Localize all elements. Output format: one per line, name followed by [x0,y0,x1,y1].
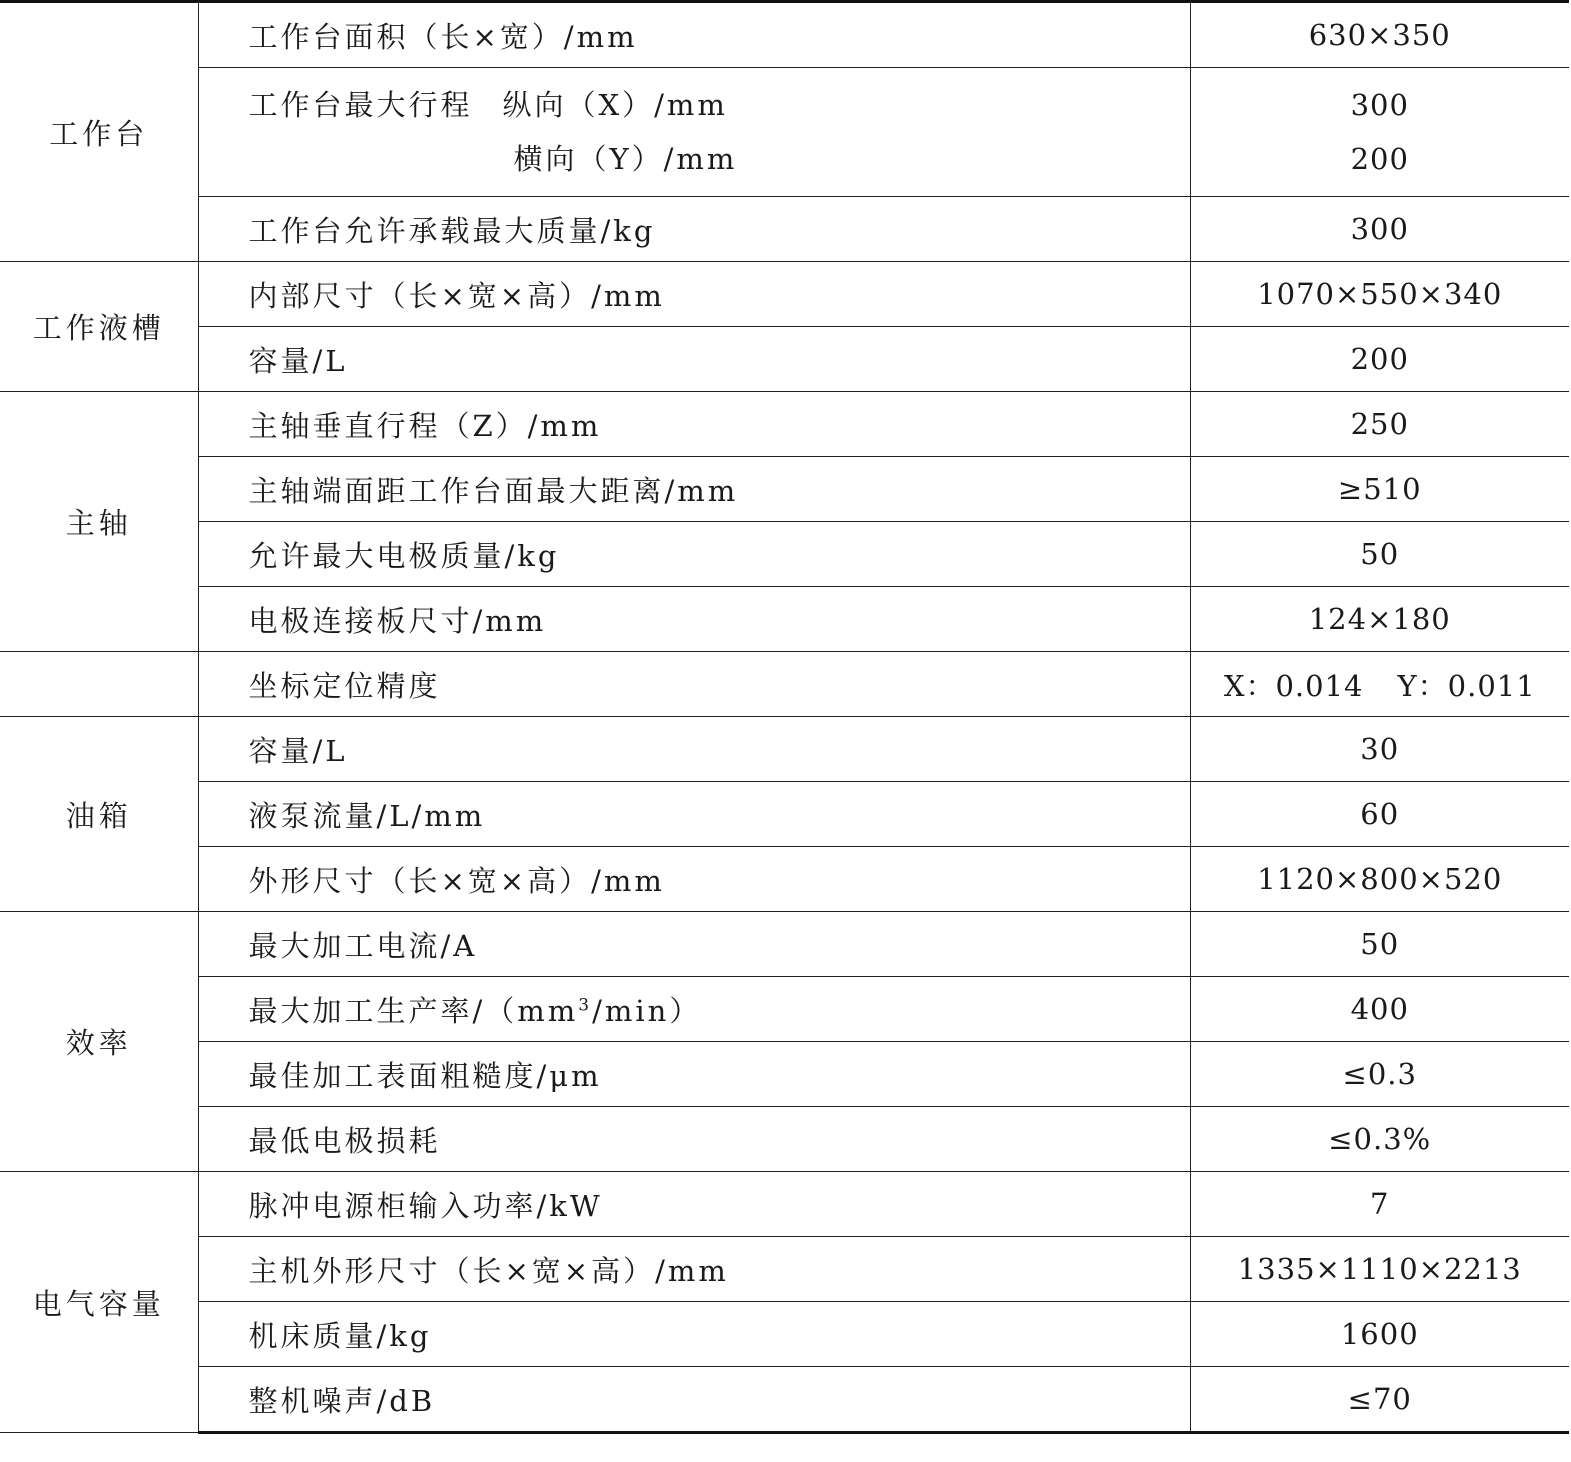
parameter-text: /min） [592,993,702,1028]
table-row [0,1367,1569,1433]
parameter-cell: 最低电极损耗 [198,1107,1190,1172]
parameter-cell: 容量/L [198,327,1190,392]
table-row [0,262,1569,327]
value-cell: ≥510 [1190,457,1569,522]
parameter-line: 横向（Y）/mm [513,142,738,176]
parameter-cell: 主机外形尺寸（长×宽×高）/mm [198,1237,1190,1302]
parameter-text: 工作台最大行程 [248,88,473,122]
parameter-cell: 工作台面积（长×宽）/mm [198,2,1190,68]
parameter-cell: 坐标定位精度 [198,652,1190,717]
value-cell: 60 [1190,782,1569,847]
parameter-cell [198,68,1190,197]
value-cell: 400 [1190,977,1569,1042]
value-cell: ≤0.3 [1190,1042,1569,1107]
value-cell: 300 [1190,197,1569,262]
parameter-cell: 工作台允许承载最大质量/kg [198,197,1190,262]
parameter-cell: 容量/L [198,717,1190,782]
category-cell: 油箱 [0,717,198,912]
value-cell: 250 [1190,392,1569,457]
value-cell [1190,652,1569,717]
parameter-text: 最大加工生产率/（mm [248,993,579,1028]
category-cell [0,652,198,717]
table-row [0,457,1569,522]
table-row [0,847,1569,912]
value-cell: 30 [1190,717,1569,782]
category-cell: 主轴 [0,392,198,652]
value-cell: 1335×1110×2213 [1190,1237,1569,1302]
parameter-cell: 主轴端面距工作台面最大距离/mm [198,457,1190,522]
value-y: Y：0.011 [1397,668,1536,703]
table-row [0,522,1569,587]
table-row [0,782,1569,847]
value-cell: 124×180 [1190,587,1569,652]
category-cell: 工作台 [0,2,198,262]
value-cell: ≤70 [1190,1367,1569,1433]
parameter-cell: 允许最大电极质量/kg [198,522,1190,587]
parameter-cell: 脉冲电源柜输入功率/kW [198,1172,1190,1237]
parameter-cell: 整机噪声/dB [198,1367,1190,1433]
value-cell: 200 [1190,327,1569,392]
table-row [0,1237,1569,1302]
parameter-cell: 电极连接板尺寸/mm [198,587,1190,652]
table-row [0,1302,1569,1367]
value-cell [1190,68,1569,197]
table-row [0,1107,1569,1172]
parameter-cell: 主轴垂直行程（Z）/mm [198,392,1190,457]
parameter-cell: 外形尺寸（长×宽×高）/mm [198,847,1190,912]
table-row [0,327,1569,392]
value-cell: ≤0.3% [1190,1107,1569,1172]
table-row [0,912,1569,977]
category-cell: 电气容量 [0,1172,198,1433]
table-row [0,68,1569,197]
value-x: X：0.014 [1223,668,1364,703]
table-row [0,2,1569,68]
value-line: 300 [1350,88,1409,122]
superscript: 3 [578,994,593,1015]
table-row [0,1042,1569,1107]
table-row [0,587,1569,652]
parameter-cell: 最佳加工表面粗糙度/μm [198,1042,1190,1107]
table-row [0,652,1569,717]
value-line: 200 [1350,142,1409,176]
table-row [0,392,1569,457]
value-cell: 50 [1190,522,1569,587]
value-cell: 7 [1190,1172,1569,1237]
value-cell: 1070×550×340 [1190,262,1569,327]
parameter-cell [198,977,1190,1042]
category-cell: 效率 [0,912,198,1172]
table-row [0,197,1569,262]
category-cell: 工作液槽 [0,262,198,392]
value-cell: 1120×800×520 [1190,847,1569,912]
parameter-text: 纵向（X）/mm [502,88,728,122]
parameter-cell: 机床质量/kg [198,1302,1190,1367]
parameter-cell: 最大加工电流/A [198,912,1190,977]
parameter-line [249,78,1190,132]
parameter-cell: 液泵流量/L/mm [198,782,1190,847]
value-cell: 1600 [1190,1302,1569,1367]
table-row [0,1172,1569,1237]
parameter-cell: 内部尺寸（长×宽×高）/mm [198,262,1190,327]
table-row [0,717,1569,782]
value-cell: 50 [1190,912,1569,977]
value-cell: 630×350 [1190,2,1569,68]
table-row [0,977,1569,1042]
